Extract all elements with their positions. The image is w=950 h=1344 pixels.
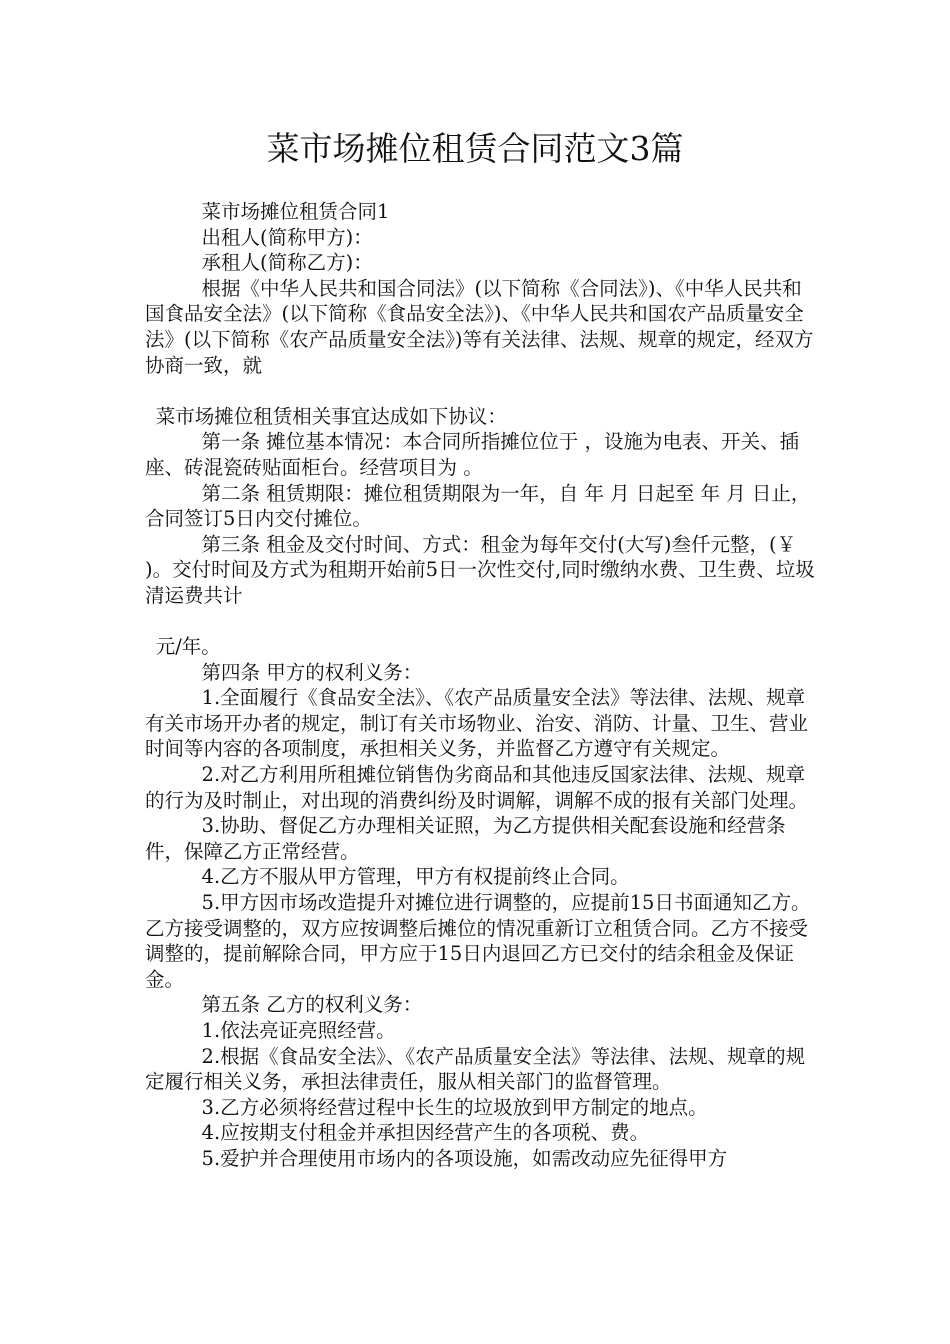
document-title: 菜市场摊位租赁合同范文3篇 bbox=[266, 129, 684, 168]
paragraph-article-4: 第四条 甲方的权利义务： bbox=[201, 660, 423, 684]
paragraph-lessor: 出租人(简称甲方)： bbox=[201, 225, 373, 249]
document-body bbox=[145, 199, 815, 1172]
paragraph-article-4-item-5: 5.甲方因市场改造提升对摊位进行调整的，应提前15日书面通知乙方。乙方接受调整的，双方应按调整后摊位的情况重新订立租赁合同。乙方不接受调整的，提前解除合同，甲方应于15日内退回乙方已交付的结余租金及保证金。 bbox=[145, 891, 811, 991]
paragraph-article-3-unit: 元/年。 bbox=[155, 635, 221, 659]
paragraph-article-4-item-4: 4.乙方不服从甲方管理，甲方有权提前终止合同。 bbox=[201, 865, 630, 889]
paragraph-article-5-item-3: 3.乙方必须将经营过程中长生的垃圾放到甲方制定的地点。 bbox=[201, 1095, 708, 1119]
paragraph-contract-heading: 菜市场摊位租赁合同1 bbox=[201, 200, 390, 223]
paragraph-article-4-item-2: 2.对乙方利用所租摊位销售伪劣商品和其他违反国家法律、法规、规章的行为及时制止，对出现的消费纠纷及时调解，调解不成的报有关部门处理。 bbox=[145, 763, 809, 812]
paragraph-article-5: 第五条 乙方的权利义务： bbox=[201, 993, 423, 1017]
paragraph-article-4-item-1: 1.全面履行《食品安全法》、《农产品质量安全法》等法律、法规、规章有关市场开办者的规定，制订有关市场物业、治安、消防、计量、卫生、营业时间等内容的各项制度，承担相关义务，并监督乙方遵守有关规定。 bbox=[145, 686, 809, 761]
paragraph-article-5-item-1: 1.依法亮证亮照经营。 bbox=[201, 1019, 396, 1042]
paragraph-article-3: 第三条 租金及交付时间、方式：租金为每年交付(大写)叁仟元整，(￥ )。交付时间及方式为租期开始前5日一次性交付,同时缴纳水费、卫生费、垃圾清运费共计 bbox=[145, 532, 815, 607]
paragraph-article-2: 第二条 租赁期限：摊位租赁期限为一年，自 年 月 日起至 年 月 日止，合同签订5日内交付摊位。 bbox=[145, 481, 811, 531]
paragraph-article-5-item-2: 2.根据《食品安全法》、《农产品质量安全法》等法律、法规、规章的规定履行相关义务，承担法律责任，服从相关部门的监督管理。 bbox=[145, 1044, 806, 1094]
paragraph-article-1: 第一条 摊位基本情况：本合同所指摊位位于 ，设施为电表、开关、插座、砖混瓷砖贴面柜台。经营项目为 。 bbox=[145, 430, 799, 479]
paragraph-article-5-item-4: 4.应按期支付租金并承担因经营产生的各项税、费。 bbox=[201, 1121, 650, 1145]
paragraph-agreement-intro: 菜市场摊位租赁相关事宜达成如下协议： bbox=[155, 404, 507, 428]
paragraph-preamble: 根据《中华人民共和国合同法》(以下简称《合同法》)、《中华人民共和国食品安全法》(以下简称《食品安全法》)、《中华人民共和国农产品质量安全法》(以下简称《农产品质量安全法》)等有关法律、法规、规章的规定，经双方协商一致，就 bbox=[145, 276, 814, 377]
paragraph-lessee: 承租人(简称乙方)： bbox=[201, 251, 373, 275]
paragraph-article-5-item-5: 5.爱护并合理使用市场内的各项设施，如需改动应先征得甲方 bbox=[201, 1146, 728, 1170]
paragraph-article-4-item-3: 3.协助、督促乙方办理相关证照，为乙方提供相关配套设施和经营条件，保障乙方正常经营。 bbox=[145, 814, 786, 863]
